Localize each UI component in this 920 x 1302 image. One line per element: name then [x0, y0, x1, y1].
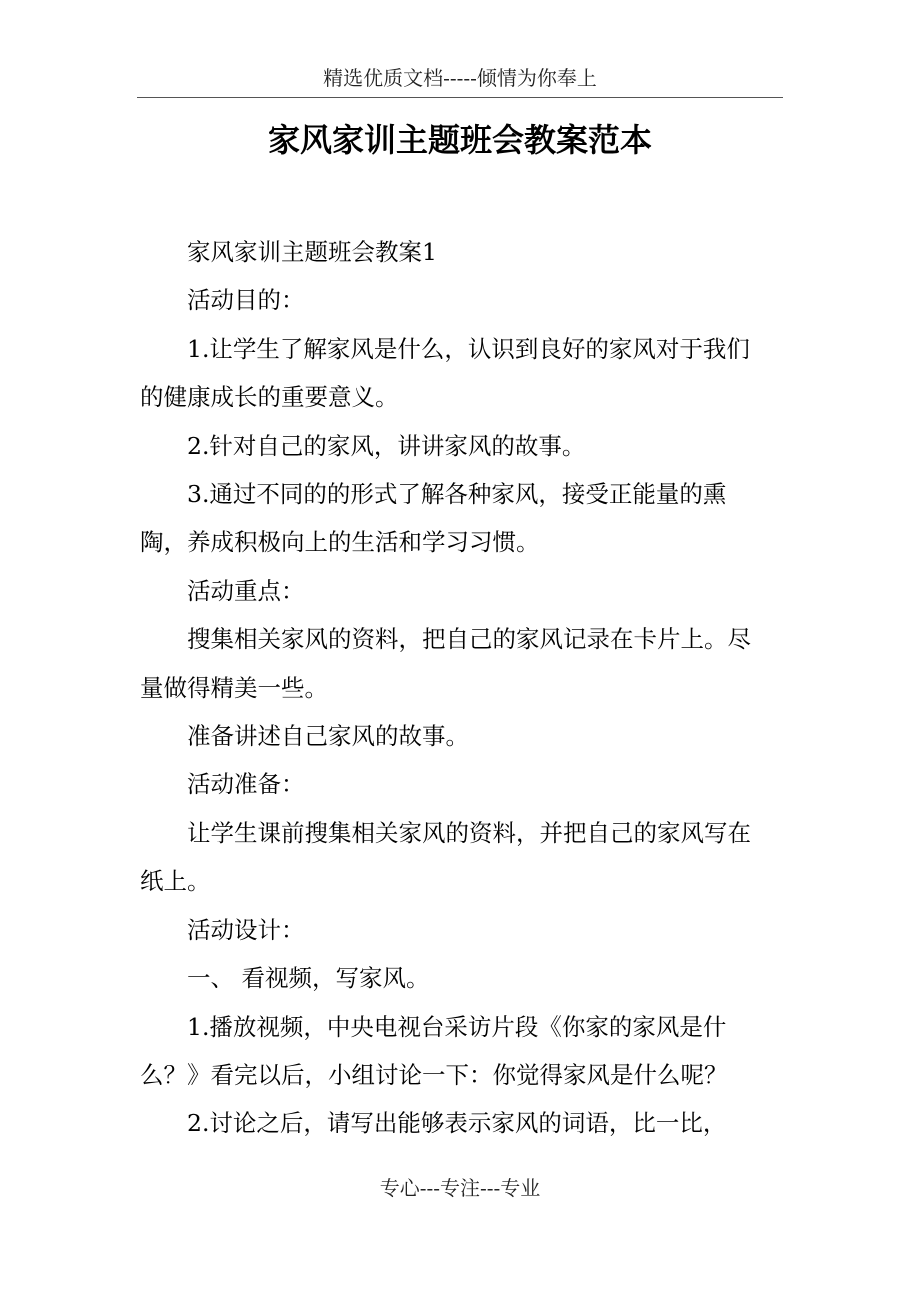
paragraph: 活动目的：	[187, 286, 305, 315]
paragraph: 活动准备：	[187, 770, 305, 799]
paragraph: 1.让学生了解家风是什么，认识到良好的家风对于我们的健康成长的重要意义。	[140, 334, 750, 412]
document-title: 家风家训主题班会教案范本	[267, 121, 652, 159]
page-footer: 专心---专注---专业	[379, 1176, 541, 1200]
header-divider	[137, 97, 783, 98]
paragraph: 2.讨论之后，请写出能够表示家风的词语，比一比，	[187, 1109, 727, 1138]
section-heading: 家风家训主题班会教案1	[187, 238, 437, 266]
page-header: 精选优质文档-----倾情为你奉上	[323, 66, 597, 90]
paragraph: 活动设计：	[187, 915, 305, 944]
paragraph: 活动重点：	[187, 576, 305, 605]
paragraph: 2.针对自己的家风，讲讲家风的故事。	[187, 431, 586, 460]
paragraph: 搜集相关家风的资料，把自己的家风记录在卡片上。尽量做得精美一些。	[140, 625, 751, 702]
paragraph: 1.播放视频，中央电视台采访片段《你家的家风是什么？》看完以后，小组讨论一下：你觉得家风是什么呢？	[140, 1012, 728, 1089]
paragraph: 让学生课前搜集相关家风的资料，并把自己的家风写在纸上。	[140, 818, 751, 896]
paragraph: 3.通过不同的的形式了解各种家风，接受正能量的熏陶，养成积极向上的生活和学习习惯。	[140, 480, 727, 557]
paragraph: 准备讲述自己家风的故事。	[187, 722, 469, 751]
paragraph: 一、 看视频，写家风。	[187, 964, 430, 993]
document-body	[140, 228, 770, 1148]
